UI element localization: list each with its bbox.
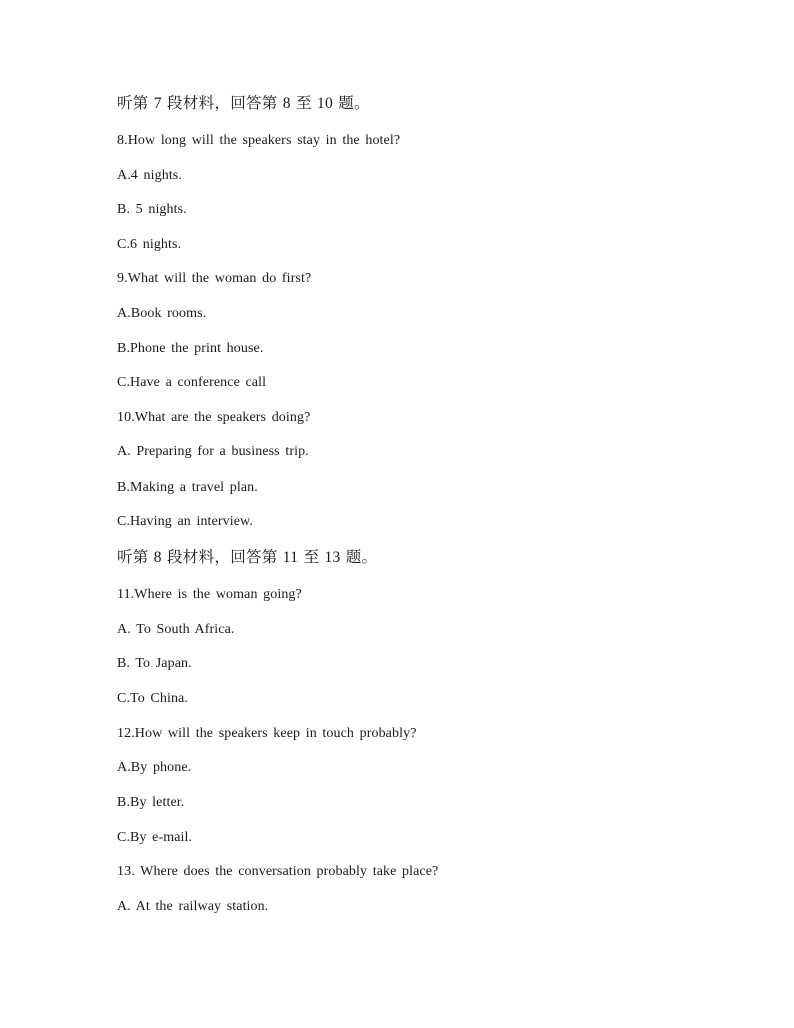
question-text: 10.What are the speakers doing? bbox=[117, 410, 311, 425]
answer-option: A. Preparing for a business trip. bbox=[117, 444, 309, 459]
answer-option: A.4 nights. bbox=[117, 168, 182, 183]
section-heading: 听第 7 段材料，回答第 8 至 10 题。 bbox=[117, 95, 370, 112]
question-text: 11.Where is the woman going? bbox=[117, 587, 302, 602]
answer-option: A.By phone. bbox=[117, 760, 192, 775]
answer-option: B.By letter. bbox=[117, 795, 185, 810]
question-text: 12.How will the speakers keep in touch probably? bbox=[117, 726, 417, 741]
answer-option: A.Book rooms. bbox=[117, 306, 207, 321]
answer-option: C.Having an interview. bbox=[117, 514, 253, 529]
answer-option: A. To South Africa. bbox=[117, 622, 235, 637]
answer-option: B. To Japan. bbox=[117, 656, 192, 671]
answer-option: C.To China. bbox=[117, 691, 188, 706]
answer-option: B.Making a travel plan. bbox=[117, 480, 258, 495]
section-heading: 听第 8 段材料，回答第 11 至 13 题。 bbox=[117, 549, 378, 566]
answer-option: A. At the railway station. bbox=[117, 899, 269, 914]
answer-option: C.By e-mail. bbox=[117, 830, 193, 845]
question-text: 8.How long will the speakers stay in the hotel? bbox=[117, 133, 401, 148]
answer-option: C.6 nights. bbox=[117, 237, 182, 252]
question-text: 9.What will the woman do first? bbox=[117, 271, 312, 286]
question-text: 13. Where does the conversation probably take place? bbox=[117, 864, 439, 879]
answer-option: B. 5 nights. bbox=[117, 202, 187, 217]
answer-option: C.Have a conference call bbox=[117, 375, 267, 390]
answer-option: B.Phone the print house. bbox=[117, 341, 264, 356]
